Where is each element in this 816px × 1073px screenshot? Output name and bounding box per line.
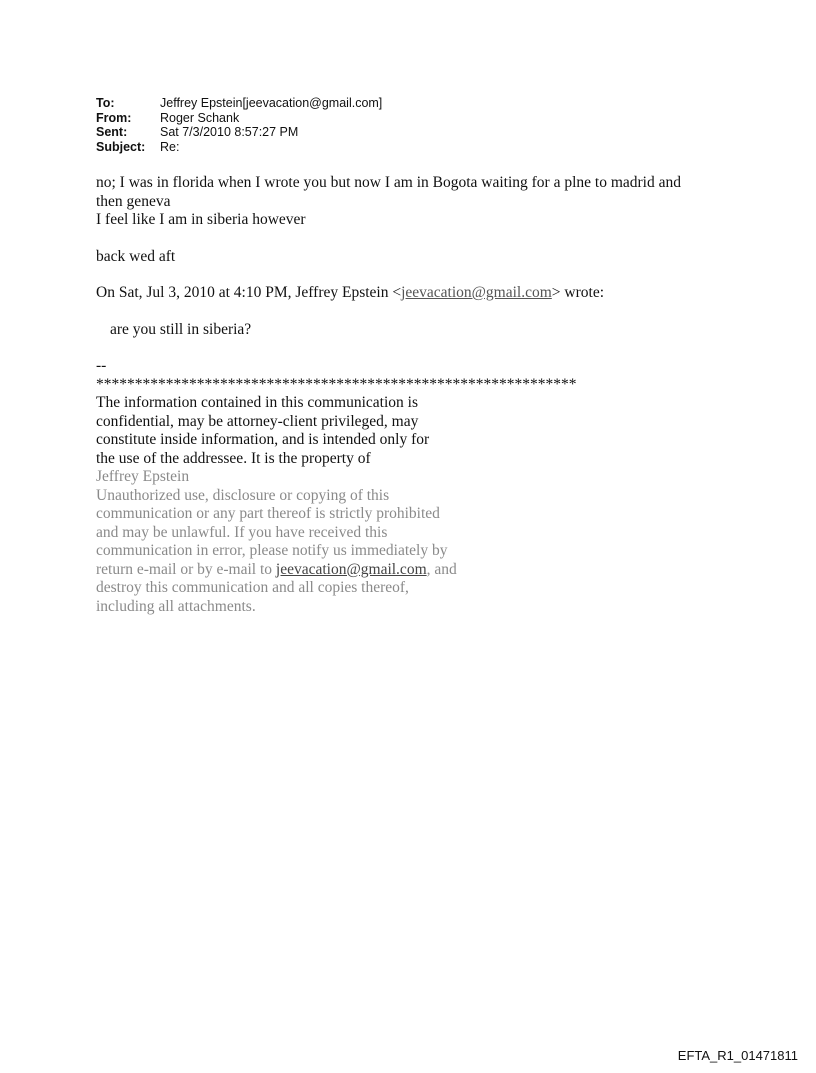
- quoted-text: are you still in siberia?: [110, 320, 252, 338]
- header-label: Sent:: [96, 125, 128, 139]
- email-body: [96, 174, 736, 616]
- header-label: To:: [96, 96, 115, 110]
- body-line: back wed aft: [96, 247, 176, 265]
- signature-dash: --: [96, 357, 107, 374]
- header-to: [96, 96, 382, 111]
- header-label: From:: [96, 110, 132, 125]
- disclaimer-line: and may be unlawful. If you have received this: [96, 523, 388, 541]
- disclaimer-line: communication or any part thereof is strictly prohibited: [96, 505, 440, 522]
- disclaimer-pre: return e-mail or by e-mail to: [96, 560, 276, 578]
- disclaimer-line: [96, 561, 476, 580]
- disclaimer: [96, 394, 476, 616]
- disclaimer-line: confidential, may be attorney-client privileged, may: [96, 412, 419, 430]
- disclaimer-line: Unauthorized use, disclosure or copying of this: [96, 486, 390, 504]
- header-value: Re:: [160, 139, 180, 154]
- disclaimer-email-link[interactable]: jeevacation@gmail.com: [275, 560, 427, 578]
- disclaimer-post: , and: [426, 560, 457, 578]
- body-line: then geneva: [96, 192, 171, 210]
- document-id-stamp: EFTA_R1_01471811: [677, 1048, 798, 1063]
- header-subject: [96, 140, 382, 155]
- disclaimer-line: including all attachments.: [96, 597, 256, 615]
- email-headers: [96, 96, 382, 154]
- header-sent: [96, 125, 382, 140]
- header-from: [96, 111, 382, 126]
- body-line: no; I was in florida when I wrote you but now I am in Bogota waiting for a plne to madrid and: [96, 174, 681, 191]
- signature-stars: **************************************************************: [96, 375, 577, 393]
- disclaimer-line: destroy this communication and all copies thereof,: [96, 579, 409, 596]
- quote-intro-pre: On Sat, Jul 3, 2010 at 4:10 PM, Jeffrey Epstein <: [96, 284, 402, 301]
- quote-intro-post: > wrote:: [551, 284, 605, 301]
- header-label: Subject:: [96, 139, 146, 154]
- disclaimer-line: The information contained in this communication is: [96, 394, 418, 411]
- disclaimer-gray: [96, 468, 476, 616]
- quote-intro: [96, 284, 736, 303]
- disclaimer-line: the use of the addressee. It is the property of: [96, 449, 371, 467]
- disclaimer-line: constitute inside information, and is intended only for: [96, 431, 430, 448]
- header-value: Jeffrey Epstein[jeevacation@gmail.com]: [160, 96, 383, 110]
- quote-email-link[interactable]: jeevacation@gmail.com: [401, 284, 552, 301]
- disclaimer-line: Jeffrey Epstein: [96, 468, 190, 485]
- disclaimer-line: communication in error, please notify us immediately by: [96, 542, 448, 559]
- header-value: Roger Schank: [160, 110, 240, 125]
- header-value: Sat 7/3/2010 8:57:27 PM: [160, 125, 299, 139]
- body-line: I feel like I am in siberia however: [96, 211, 306, 228]
